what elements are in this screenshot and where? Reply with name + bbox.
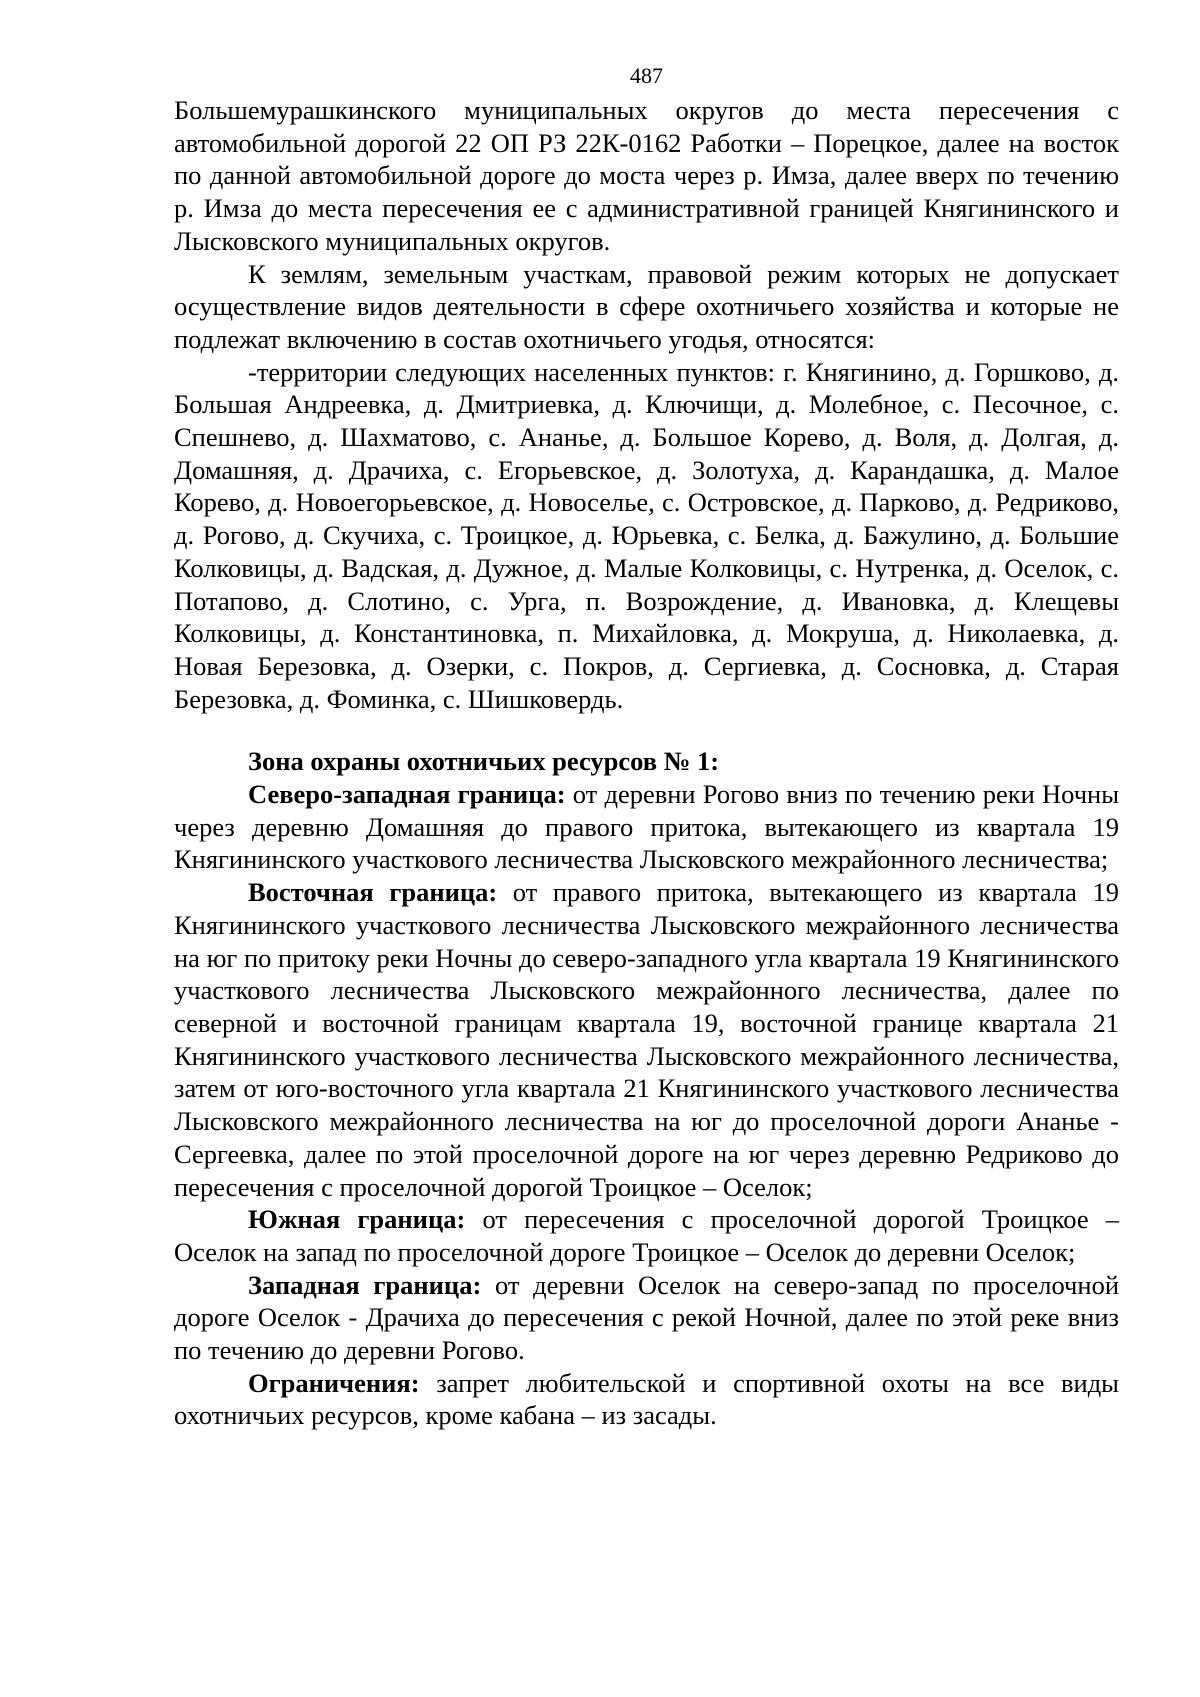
- restrictions-label: Ограничения:: [248, 1367, 420, 1398]
- northwest-boundary-text: от деревни Рогово вниз по течению реки Ночны через деревню Домашняя до правого притока, вытекающего из квартала 19 Княгининского участкового лесничества Лысковского межрайонного лесничества;: [174, 779, 1120, 875]
- west-boundary-label: Западная граница:: [248, 1269, 482, 1300]
- paragraph-continuation: Большемурашкинского муниципальных округов до места пересечения с автомобильной дорогой 22 ОП РЗ 22К-0162 Работки – Порецкое, далее на восток по данной автомобильной дороге до моста через р. Имза, далее вверх по течению р. Имза до места пересечения ее с административной границей Княгининского и Лысковского муниципальных округов.: [174, 95, 1119, 256]
- south-boundary-label: Южная граница:: [248, 1204, 466, 1235]
- paragraph-settlements: -территории следующих населенных пунктов: г. Княгинино, д. Горшково, д. Большая Андреевка, д. Дмитриевка, д. Ключищи, д. Молебное, с. Песочное, с. Спешнево, д. Шахматово, с. Ананье, д. Большое Корево, д. Воля, д. Долгая, д. Домашняя, д. Драчиха, с. Егорьевское, д. Золотуха, д. Карандашка, д. Малое Корево, д. Новоегорьевское, д. Новоселье, с. Островское, д. Парково, д. Редриково, д. Рогово, д. Скучиха, с. Троицкое, д. Юрьевка, с. Белка, д. Бажулино, д. Большие Колковицы, д. Вадская, д. Дужное, д. Малые Колковицы, с. Нутренка, д. Оселок, с. Потапово, д. Слотино, с. Урга, п. Возрождение, д. Ивановка, д. Клещевы Колковицы, д. Константиновка, п. Михайловка, д. Мокруша, д. Николаевка, д. Новая Березовка, д. Озерки, с. Покров, д. Сергиевка, д. Сосновка, д. Старая Березовка, д. Фоминка, с. Шишковердь.: [174, 356, 1119, 714]
- south-boundary-paragraph: [174, 1203, 1119, 1268]
- page-number: 487: [630, 63, 663, 88]
- document-page: [174, 62, 1119, 1432]
- section-spacer: [174, 715, 1119, 745]
- northwest-boundary-label: Северо-западная граница:: [248, 779, 566, 810]
- south-boundary-text: от пересечения с проселочной дорогой Троицкое – Оселок на запад по проселочной дороге Троицкое – Оселок до деревни Оселок;: [174, 1204, 1119, 1267]
- east-boundary-paragraph: [174, 876, 1119, 1203]
- zone-heading: Зона охраны охотничьих ресурсов № 1:: [248, 746, 720, 777]
- restrictions-paragraph: [174, 1367, 1119, 1432]
- east-boundary-text: от правого притока, вытекающего из квартала 19 Княгининского участкового лесничества Лысковского межрайонного лесничества на юг по притоку реки Ночны до северо-западного угла квартала 19 Княгининского участкового лесничества Лысковского межрайонного лесничества, далее по северной и восточной границам квартала 19, восточной границе квартала 21 Княгининского участкового лесничества Лысковского межрайонного лесничества, затем от юго-восточного угла квартала 21 Княгининского участкового лесничества Лысковского межрайонного лесничества на юг до проселочной дороги Ананье - Сергеевка, далее по этой проселочной дороге на юг через деревню Редриково до пересечения с проселочной дорогой Троицкое – Оселок;: [174, 877, 1119, 1202]
- west-boundary-paragraph: [174, 1269, 1119, 1367]
- west-boundary-text: от деревни Оселок на северо-запад по проселочной дороге Оселок - Драчиха до пересечения с рекой Ночной, далее по этой реке вниз по течению до деревни Рогово.: [174, 1269, 1120, 1366]
- northwest-boundary-paragraph: [174, 778, 1119, 876]
- east-boundary-label: Восточная граница:: [248, 877, 498, 908]
- paragraph-lands: К землям, земельным участкам, правовой режим которых не допускает осуществление видов деятельности в сфере охотничьего хозяйства и которые не подлежат включению в состав охотничьего угодья, относятся:: [174, 258, 1119, 354]
- restrictions-text: запрет любительской и спортивной охоты на все виды охотничьих ресурсов, кроме кабана – из засады.: [174, 1367, 1119, 1431]
